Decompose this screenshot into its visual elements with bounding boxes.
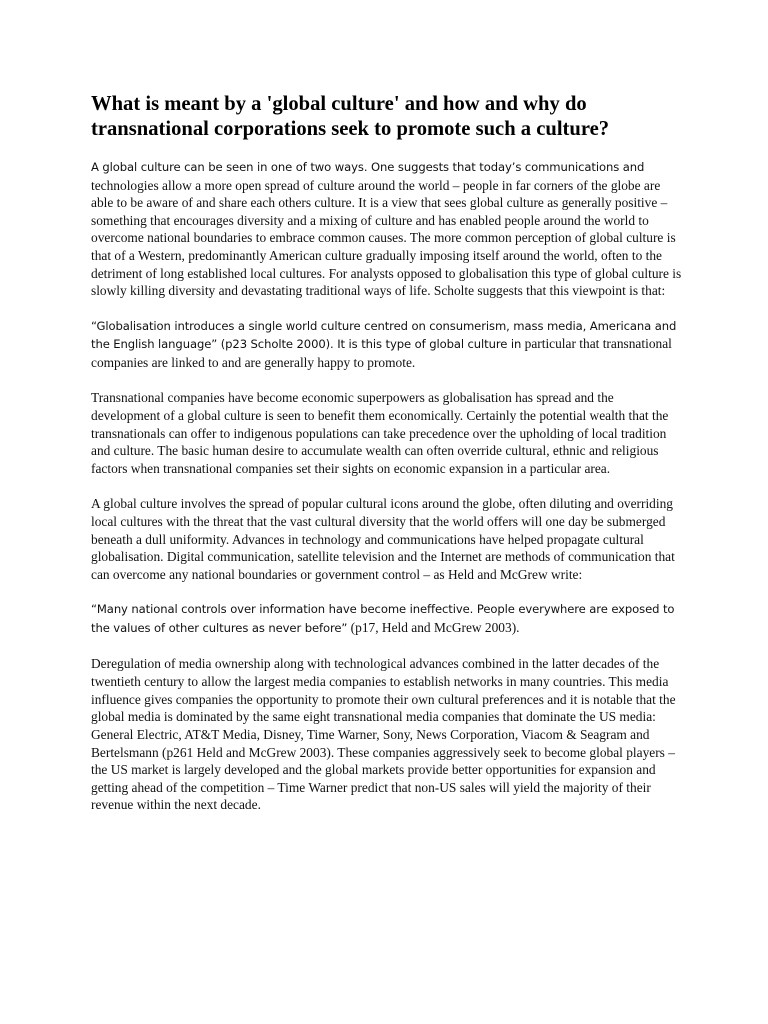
document-title: What is meant by a 'global culture' and how and why do transnational corporations seek to promote such a culture? <box>91 93 610 140</box>
document-page <box>91 92 683 831</box>
paragraph-6 <box>91 655 683 814</box>
paragraph-6-body: Deregulation of media ownership along with technological advances combined in the latter decades of the twentieth century to allow the largest media companies to establish networks in many countries. This media influence gives companies the opportunity to promote their own cultural preferences and it is notable that the global media is dominated by the same eight transnational media companies that dominate the US media: General Electric, AT&T Media, Disney, Time Warner, Sony, News Corporation, Viacom & Seagram and Bertelsmann (p261 Held and McGrew 2003). These companies aggressively seek to become global players – the US market is largely developed and the global markets provide better opportunities for expansion and getting ahead of the competition – Time Warner predict that non-US sales will yield the majority of their revenue within the next decade. <box>91 655 676 813</box>
paragraph-1 <box>91 158 683 300</box>
paragraph-4 <box>91 495 683 584</box>
paragraph-4-body: A global culture involves the spread of popular cultural icons around the globe, often diluting and overriding local cultures with the threat that the vast cultural diversity that the world offers will one day be submerged beneath a dull uniformity. Advances in technology and communications have helped propagate cultural globalisation. Digital communication, satellite television and the Internet are methods of communication that can overcome any national boundaries or government control – as Held and McGrew write: <box>91 495 675 582</box>
paragraph-3-body: Transnational companies have become economic superpowers as globalisation has spread and the development of a global culture is seen to benefit them economically. Certainly the potential wealth that the transnationals can offer to indigenous populations can take precedence over the upholding of local tradition and culture. The basic human desire to accumulate wealth can often override cultural, ethnic and religious factors when transnational companies set their sights on economic expansion in a particular area. <box>91 389 669 476</box>
paragraph-3 <box>91 389 683 478</box>
paragraph-2-quote <box>91 317 683 372</box>
paragraph-2-body: particular that transnational companies are linked to and are generally happy to promote. <box>91 336 672 370</box>
paragraph-5-quote <box>91 600 683 637</box>
paragraph-5-lead: “Many national controls over information have become ineffective. People everywhere are exposed to the values of other cultures as never before” <box>91 602 675 636</box>
paragraph-1-lead: A global culture can be seen in one of two ways. One suggests that today’s communications and <box>91 160 645 174</box>
paragraph-5-body: (p17, Held and McGrew 2003). <box>347 620 520 636</box>
paragraph-2-lead: “Globalisation introduces a single world culture centred on consumerism, mass media, Americana and the English language” (p23 Scholte 2000). It is this type of global culture in <box>91 318 677 352</box>
paragraph-1-body: technologies allow a more open spread of culture around the world – people in far corners of the globe are able to be aware of and share each others culture. It is a view that sees global culture as generally positive – something that encourages diversity and a mixing of culture and has enabled people around the world to overcome national boundaries to embrace common causes. The more common perception of global culture is that of a Western, predominantly American culture gradually imposing itself around the world, often to the detriment of long established local cultures. For analysts opposed to globalisation this type of global culture is slowly killing diversity and devastating traditional ways of life. Scholte suggests that this viewpoint is that: <box>91 177 682 299</box>
